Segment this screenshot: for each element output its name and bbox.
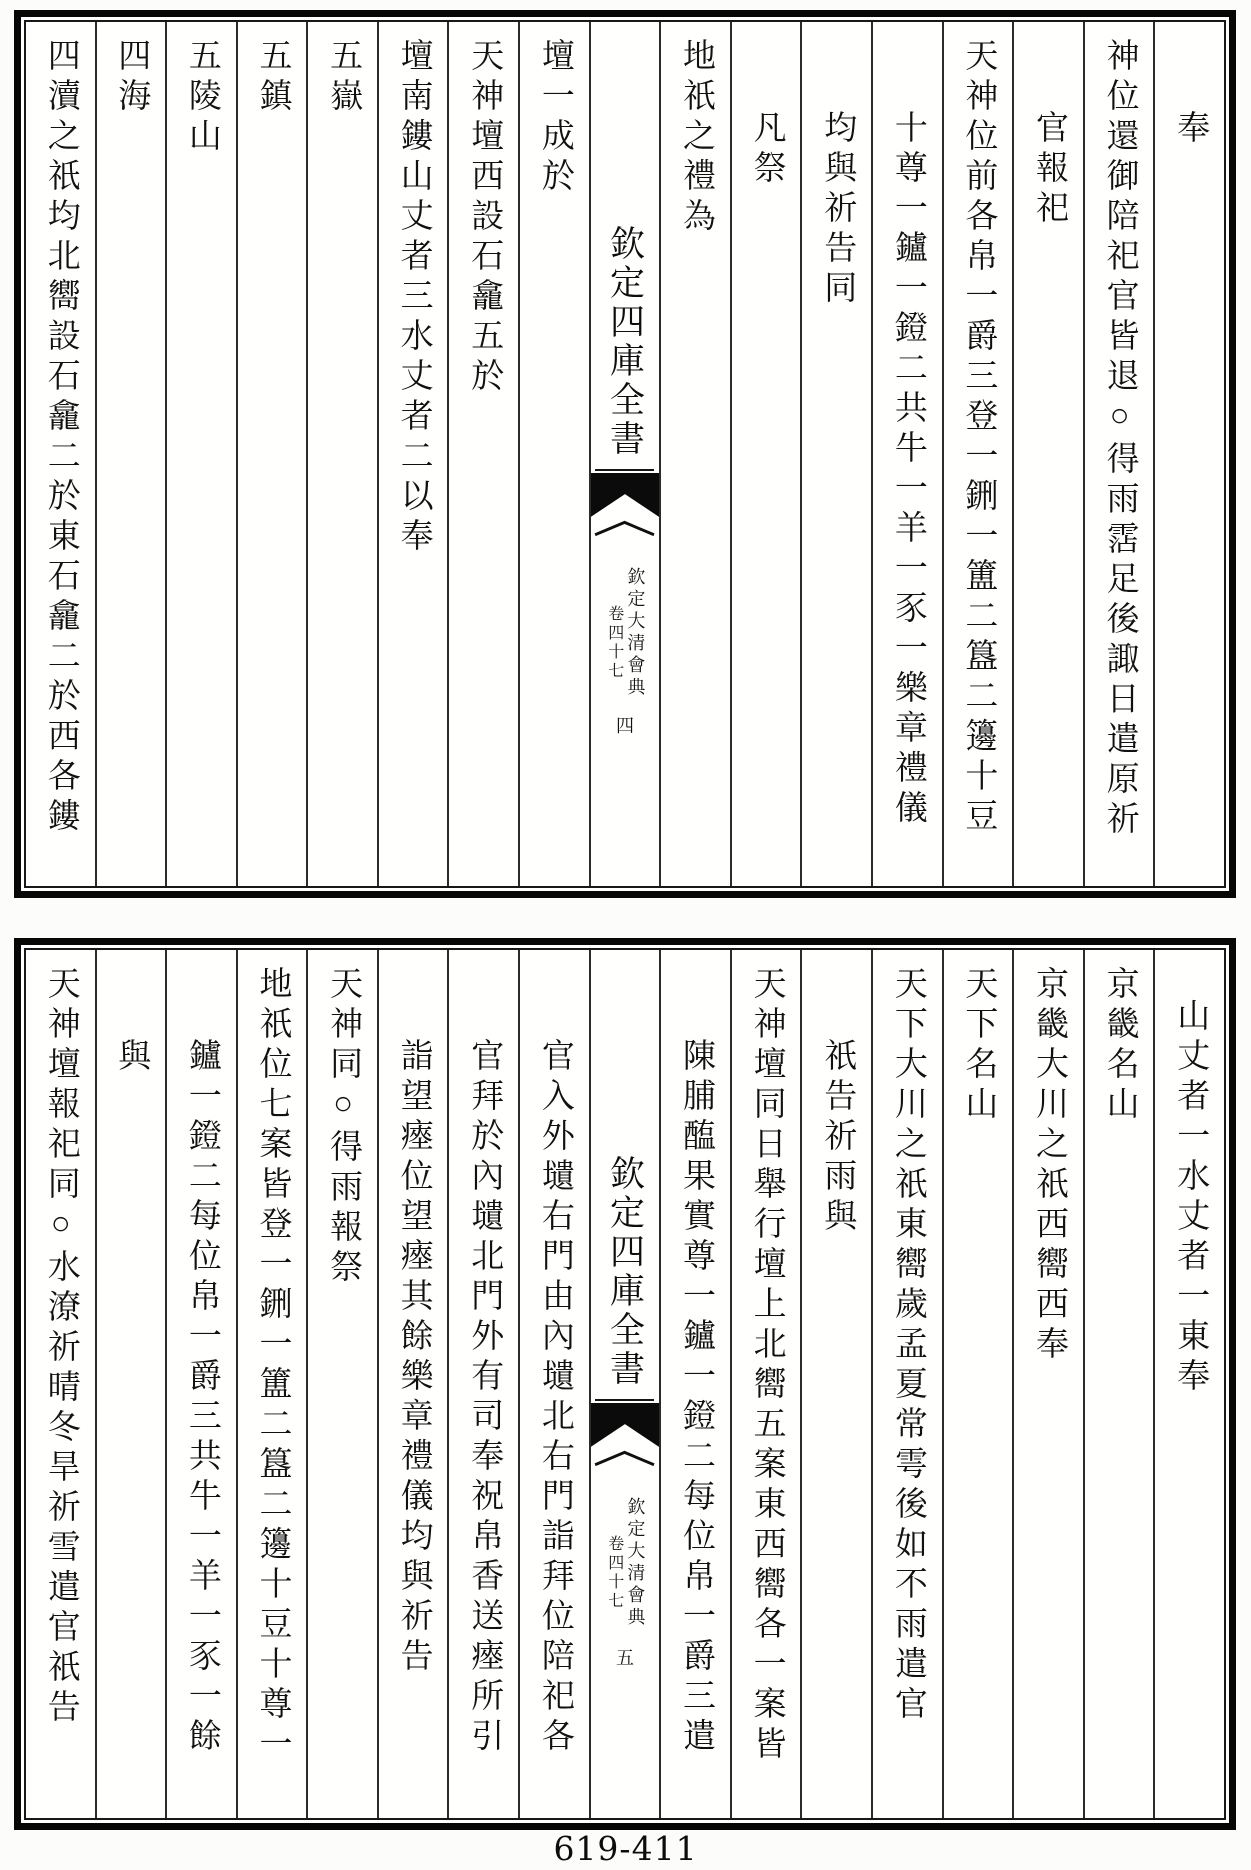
text-column bbox=[236, 22, 307, 886]
text-column bbox=[306, 950, 377, 1818]
fishtail-ornament bbox=[591, 1403, 660, 1447]
column-text: 山丈者一水丈者一東奉 bbox=[1172, 998, 1209, 1398]
text-column bbox=[165, 950, 236, 1818]
column-text: 天神位前各帛一爵三登一鉶一簠二簋二籩十豆 bbox=[960, 38, 997, 838]
center-title-column bbox=[589, 22, 660, 886]
text-column bbox=[730, 22, 801, 886]
volume-label: 卷四十七 bbox=[605, 605, 623, 681]
text-column bbox=[1083, 22, 1154, 886]
folio-number: 五 bbox=[615, 1648, 634, 1668]
column-text: 京畿名山 bbox=[1101, 966, 1138, 1126]
text-column bbox=[1083, 950, 1154, 1818]
text-column bbox=[730, 950, 801, 1818]
text-column bbox=[447, 22, 518, 886]
column-text: 天下名山 bbox=[960, 966, 997, 1126]
column-text: 天神同○得雨報祭 bbox=[325, 966, 362, 1289]
folio-block-top bbox=[14, 10, 1236, 898]
text-column bbox=[1012, 22, 1083, 886]
column-text: 天下大川之祇東嚮歲孟夏常雩後如不雨遣官 bbox=[889, 966, 926, 1726]
text-column bbox=[377, 950, 448, 1818]
text-column bbox=[871, 950, 942, 1818]
column-text: 壇一成於 bbox=[536, 38, 573, 198]
column-text: 地祇位七案皆登一鉶一簠二簋二籩十豆十尊一 bbox=[254, 966, 291, 1766]
column-text: 陳脯醢果實尊一鑪一鐙二每位帛一爵三遣 bbox=[678, 1038, 715, 1758]
center-annotation bbox=[605, 567, 646, 699]
column-text: 奉 bbox=[1172, 110, 1209, 150]
column-text: 神位還御陪祀官皆退○得雨霑足後諏日遣原祈 bbox=[1101, 38, 1138, 841]
chevron-icon bbox=[593, 1449, 656, 1467]
column-text: 五鎮 bbox=[254, 38, 291, 118]
column-text: 四瀆之祇均北嚮設石龕二於東石龕二於西各鏤 bbox=[42, 38, 79, 838]
text-column bbox=[518, 950, 589, 1818]
text-column bbox=[26, 22, 95, 886]
page-number: 619-411 bbox=[553, 1829, 698, 1868]
folio-number: 四 bbox=[615, 716, 634, 736]
column-text: 京畿大川之祇西嚮西奉 bbox=[1031, 966, 1068, 1366]
chevron-icon bbox=[593, 519, 656, 537]
column-text: 天神壇同日舉行壇上北嚮五案東西嚮各一案皆 bbox=[748, 966, 785, 1766]
text-column bbox=[377, 22, 448, 886]
column-text: 十尊一鑪一鐙二共牛一羊一豕一樂章禮儀 bbox=[889, 110, 926, 830]
column-text: 壇南鏤山丈者三水丈者二以奉 bbox=[395, 38, 432, 558]
text-column bbox=[518, 22, 589, 886]
column-text: 官入外壝右門由內壝北右門詣拜位陪祀各 bbox=[536, 1038, 573, 1758]
column-text: 天神壇報祀同○水潦祈晴冬旱祈雪遣官祇告 bbox=[42, 966, 79, 1729]
column-text: 官報祀 bbox=[1031, 110, 1068, 230]
text-column bbox=[1012, 950, 1083, 1818]
text-column bbox=[800, 950, 871, 1818]
series-title: 欽定四庫全書 bbox=[605, 225, 645, 459]
column-text: 五陵山 bbox=[183, 38, 220, 158]
fishtail-ornament bbox=[591, 473, 660, 517]
column-text: 與 bbox=[113, 1038, 150, 1078]
text-column bbox=[871, 22, 942, 886]
text-column bbox=[26, 950, 95, 1818]
column-text: 五嶽 bbox=[325, 38, 362, 118]
column-text: 官拜於內壝北門外有司奉祝帛香送瘞所引 bbox=[466, 1038, 503, 1758]
text-column bbox=[447, 950, 518, 1818]
text-column bbox=[1153, 22, 1224, 886]
text-column bbox=[95, 22, 166, 886]
text-column bbox=[236, 950, 307, 1818]
column-text: 地祇之禮為 bbox=[678, 38, 715, 238]
column-text: 詣望瘞位望瘞其餘樂章禮儀均與祈告 bbox=[395, 1038, 432, 1678]
text-column bbox=[800, 22, 871, 886]
folio-block-bottom bbox=[14, 938, 1236, 1830]
column-text: 均與祈告同 bbox=[819, 110, 856, 310]
series-title: 欽定四庫全書 bbox=[605, 1155, 645, 1389]
book-title: 欽定大清會典 bbox=[625, 567, 646, 699]
text-column bbox=[306, 22, 377, 886]
text-column bbox=[659, 950, 730, 1818]
divider bbox=[595, 469, 654, 471]
text-column bbox=[942, 22, 1013, 886]
text-column bbox=[95, 950, 166, 1818]
divider bbox=[595, 1399, 654, 1401]
column-text: 凡祭 bbox=[748, 110, 785, 190]
text-column bbox=[659, 22, 730, 886]
column-text: 天神壇西設石龕五於 bbox=[466, 38, 503, 398]
volume-label: 卷四十七 bbox=[605, 1535, 623, 1611]
text-column bbox=[1153, 950, 1224, 1818]
column-text: 祇告祈雨與 bbox=[819, 1038, 856, 1238]
column-text: 鑪一鐙二每位帛一爵三共牛一羊一豕一餘 bbox=[183, 1038, 220, 1758]
text-column bbox=[165, 22, 236, 886]
book-title: 欽定大清會典 bbox=[625, 1497, 646, 1629]
text-column bbox=[942, 950, 1013, 1818]
folio-top-columns bbox=[24, 20, 1226, 888]
center-annotation bbox=[605, 1497, 646, 1629]
folio-bottom-columns bbox=[24, 948, 1226, 1820]
center-title-column bbox=[589, 950, 660, 1818]
column-text: 四海 bbox=[113, 38, 150, 118]
